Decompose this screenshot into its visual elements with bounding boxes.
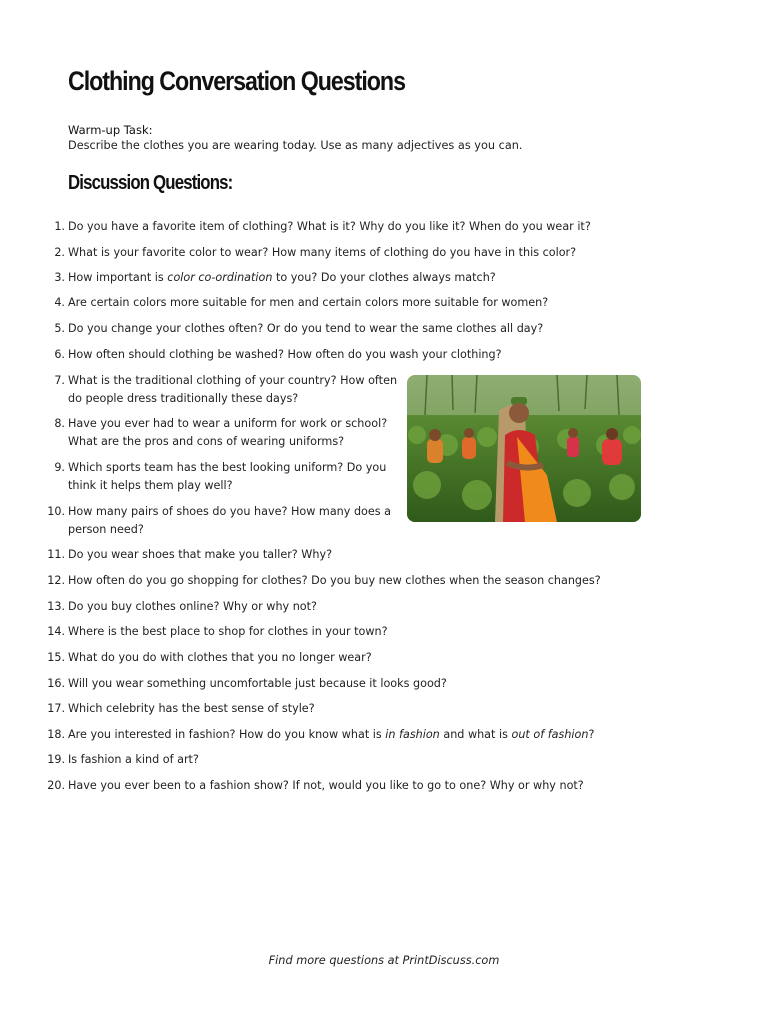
question-number: 9. [54, 461, 65, 474]
question-number: 18. [47, 728, 65, 741]
question-number: 6. [54, 348, 65, 361]
question-text: What is the traditional clothing of your country? How often do people dress traditionally these days? [68, 374, 398, 405]
question-number: 8. [54, 417, 65, 430]
question-text: What is your favorite color to wear? How many items of clothing do you have in this color? [68, 246, 577, 259]
question-number: 10. [47, 505, 65, 518]
question-number: 1. [54, 220, 65, 233]
question-text-part: Are you interested in fashion? How do you know what is [68, 728, 386, 741]
question-text: Do you have a favorite item of clothing? What is it? Why do you like it? When do you wear it? [68, 220, 591, 233]
question-text: How often should clothing be washed? How often do you wash your clothing? [68, 348, 502, 361]
question-number: 14. [47, 625, 65, 638]
question-text: Will you wear something uncomfortable just because it looks good? [68, 677, 447, 690]
question-emphasis: out of fashion [511, 728, 589, 741]
question-number: 12. [47, 574, 65, 587]
question-number: 3. [54, 271, 65, 284]
question-number: 17. [47, 702, 65, 715]
section-title: Discussion Questions: [68, 172, 233, 194]
question-number: 16. [47, 677, 65, 690]
question-number: 7. [54, 374, 65, 387]
question-text: Which celebrity has the best sense of style? [68, 702, 315, 715]
question-text: Where is the best place to shop for clothes in your town? [68, 625, 388, 638]
question-number: 5. [54, 322, 65, 335]
question-text [68, 269, 628, 287]
question-number: 4. [54, 296, 65, 309]
question-text: Which sports team has the best looking uniform? Do you think it helps them play well? [68, 461, 387, 492]
question-text: Do you change your clothes often? Or do you tend to wear the same clothes all day? [68, 322, 544, 335]
question-number: 11. [47, 548, 65, 561]
warmup-label: Warm-up Task: [68, 123, 153, 137]
question-number: 15. [47, 651, 65, 664]
question-text: Is fashion a kind of art? [68, 753, 199, 766]
question-text-part: and what is [439, 728, 512, 741]
question-text [68, 726, 628, 744]
question-text: Do you buy clothes online? Why or why not? [68, 600, 317, 613]
question-text: Have you ever had to wear a uniform for work or school? What are the pros and cons of wearing uniforms? [68, 417, 388, 448]
question-text: Do you wear shoes that make you taller? Why? [68, 548, 333, 561]
footer-credit: Find more questions at PrintDiscuss.com [268, 954, 500, 967]
question-emphasis: in fashion [385, 728, 440, 741]
question-text: How often do you go shopping for clothes? Do you buy new clothes when the season changes? [68, 574, 601, 587]
question-text: How many pairs of shoes do you have? How many does a person need? [68, 505, 392, 536]
question-number: 19. [47, 753, 65, 766]
question-text-part: to you? Do your clothes always match? [272, 271, 496, 284]
question-text: What do you do with clothes that you no longer wear? [68, 651, 372, 664]
question-number: 20. [47, 779, 65, 792]
question-emphasis: color co-ordination [167, 271, 273, 284]
question-text-part: ? [588, 728, 595, 741]
question-text: Have you ever been to a fashion show? If not, would you like to go to one? Why or why not? [68, 779, 584, 792]
question-text: Are certain colors more suitable for men and certain colors more suitable for women? [68, 296, 549, 309]
warmup-text: Describe the clothes you are wearing today. Use as many adjectives as you can. [68, 139, 523, 152]
page-title: Clothing Conversation Questions [68, 66, 405, 96]
question-text-part: How important is [68, 271, 168, 284]
question-number: 2. [54, 246, 65, 259]
question-number: 13. [47, 600, 65, 613]
tea-pickers-photo-icon [407, 375, 641, 522]
tea-pickers-photo [407, 375, 641, 522]
